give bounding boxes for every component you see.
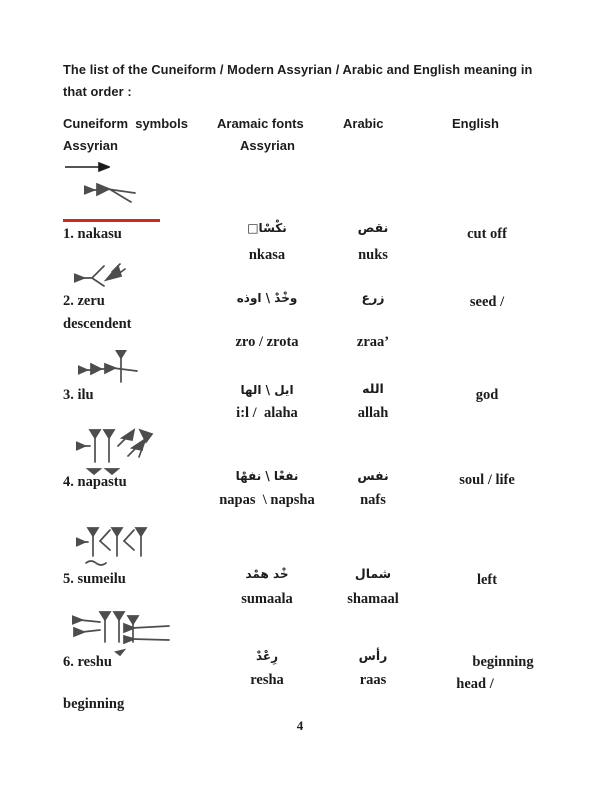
english-meaning: soul / life	[459, 472, 515, 488]
page-number: 4	[296, 718, 304, 733]
column-header-cuneiform: Cuneiform symbols	[63, 116, 188, 131]
cuneiform-reshu-icon	[72, 610, 172, 656]
aramaic-transliteration: sumaala	[241, 591, 293, 607]
row-label: 6. reshu	[63, 654, 112, 670]
right-arrow-icon	[64, 160, 110, 174]
row-label: 5. sumeilu	[63, 571, 126, 587]
column-subheader-assyrian-mid: Assyrian	[240, 138, 295, 153]
arabic-text: الله	[362, 381, 384, 396]
aramaic-text: ايل \ الها	[240, 383, 294, 397]
cuneiform-zeru-icon	[74, 262, 126, 290]
column-subheader-assyrian-left: Assyrian	[63, 138, 118, 153]
aramaic-transliteration: napas \ napsha	[219, 492, 315, 508]
arabic-transliteration: nafs	[360, 492, 386, 508]
arabic-transliteration: shamaal	[347, 591, 399, 607]
aramaic-transliteration: nkasa	[248, 247, 286, 263]
arabic-text: رأس	[358, 648, 388, 663]
aramaic-transliteration: i:l / alaha	[236, 405, 298, 421]
red-underline	[63, 219, 160, 222]
english-meaning-line2: head /	[456, 676, 494, 692]
aramaic-text: رِعْدْ	[255, 649, 279, 663]
arabic-transliteration: zraa’	[356, 334, 390, 350]
aramaic-text: نفعْا \ نفهْا	[235, 469, 299, 483]
cuneiform-ilu-icon	[78, 350, 138, 384]
aramaic-text: خْد همْد	[245, 567, 289, 581]
page-title-line1: The list of the Cuneiform / Modern Assyrian / Arabic and English meaning in	[63, 62, 533, 77]
aramaic-text: نكْسْا□	[247, 221, 287, 235]
english-meaning: god	[475, 387, 499, 403]
row-label: 2. zeru	[63, 293, 105, 309]
aramaic-transliteration: resha	[250, 672, 284, 688]
row-label: 4. napastu	[63, 474, 127, 490]
row-label-line2: beginning	[63, 696, 125, 712]
arabic-text: نفس	[357, 468, 389, 483]
cuneiform-napastu-icon	[76, 428, 158, 475]
english-meaning: left	[476, 572, 498, 588]
arabic-transliteration: allah	[357, 405, 389, 421]
row-label-line2: descendent	[63, 316, 132, 332]
arabic-text: شمال	[354, 566, 392, 581]
column-header-aramaic: Aramaic fonts	[217, 116, 304, 131]
cuneiform-nakasu-icon	[84, 176, 138, 204]
column-header-arabic: Arabic	[343, 116, 384, 131]
arabic-text: نقص	[357, 220, 389, 235]
aramaic-text: وخْدْ \ اوذه	[236, 291, 298, 305]
column-header-english: English	[452, 116, 499, 131]
cuneiform-sumeilu-icon	[76, 526, 166, 568]
english-meaning: seed /	[469, 294, 505, 310]
english-meaning: beginning	[472, 654, 534, 670]
arabic-transliteration: nuks	[358, 247, 388, 263]
arabic-transliteration: raas	[359, 672, 387, 688]
arabic-text: زرع	[361, 290, 385, 305]
row-label: 3. ilu	[63, 387, 94, 403]
aramaic-transliteration: zro / zrota	[235, 334, 299, 350]
english-meaning: cut off	[467, 226, 507, 242]
row-label: 1. nakasu	[63, 226, 122, 242]
page-title-line2: that order :	[63, 84, 132, 99]
